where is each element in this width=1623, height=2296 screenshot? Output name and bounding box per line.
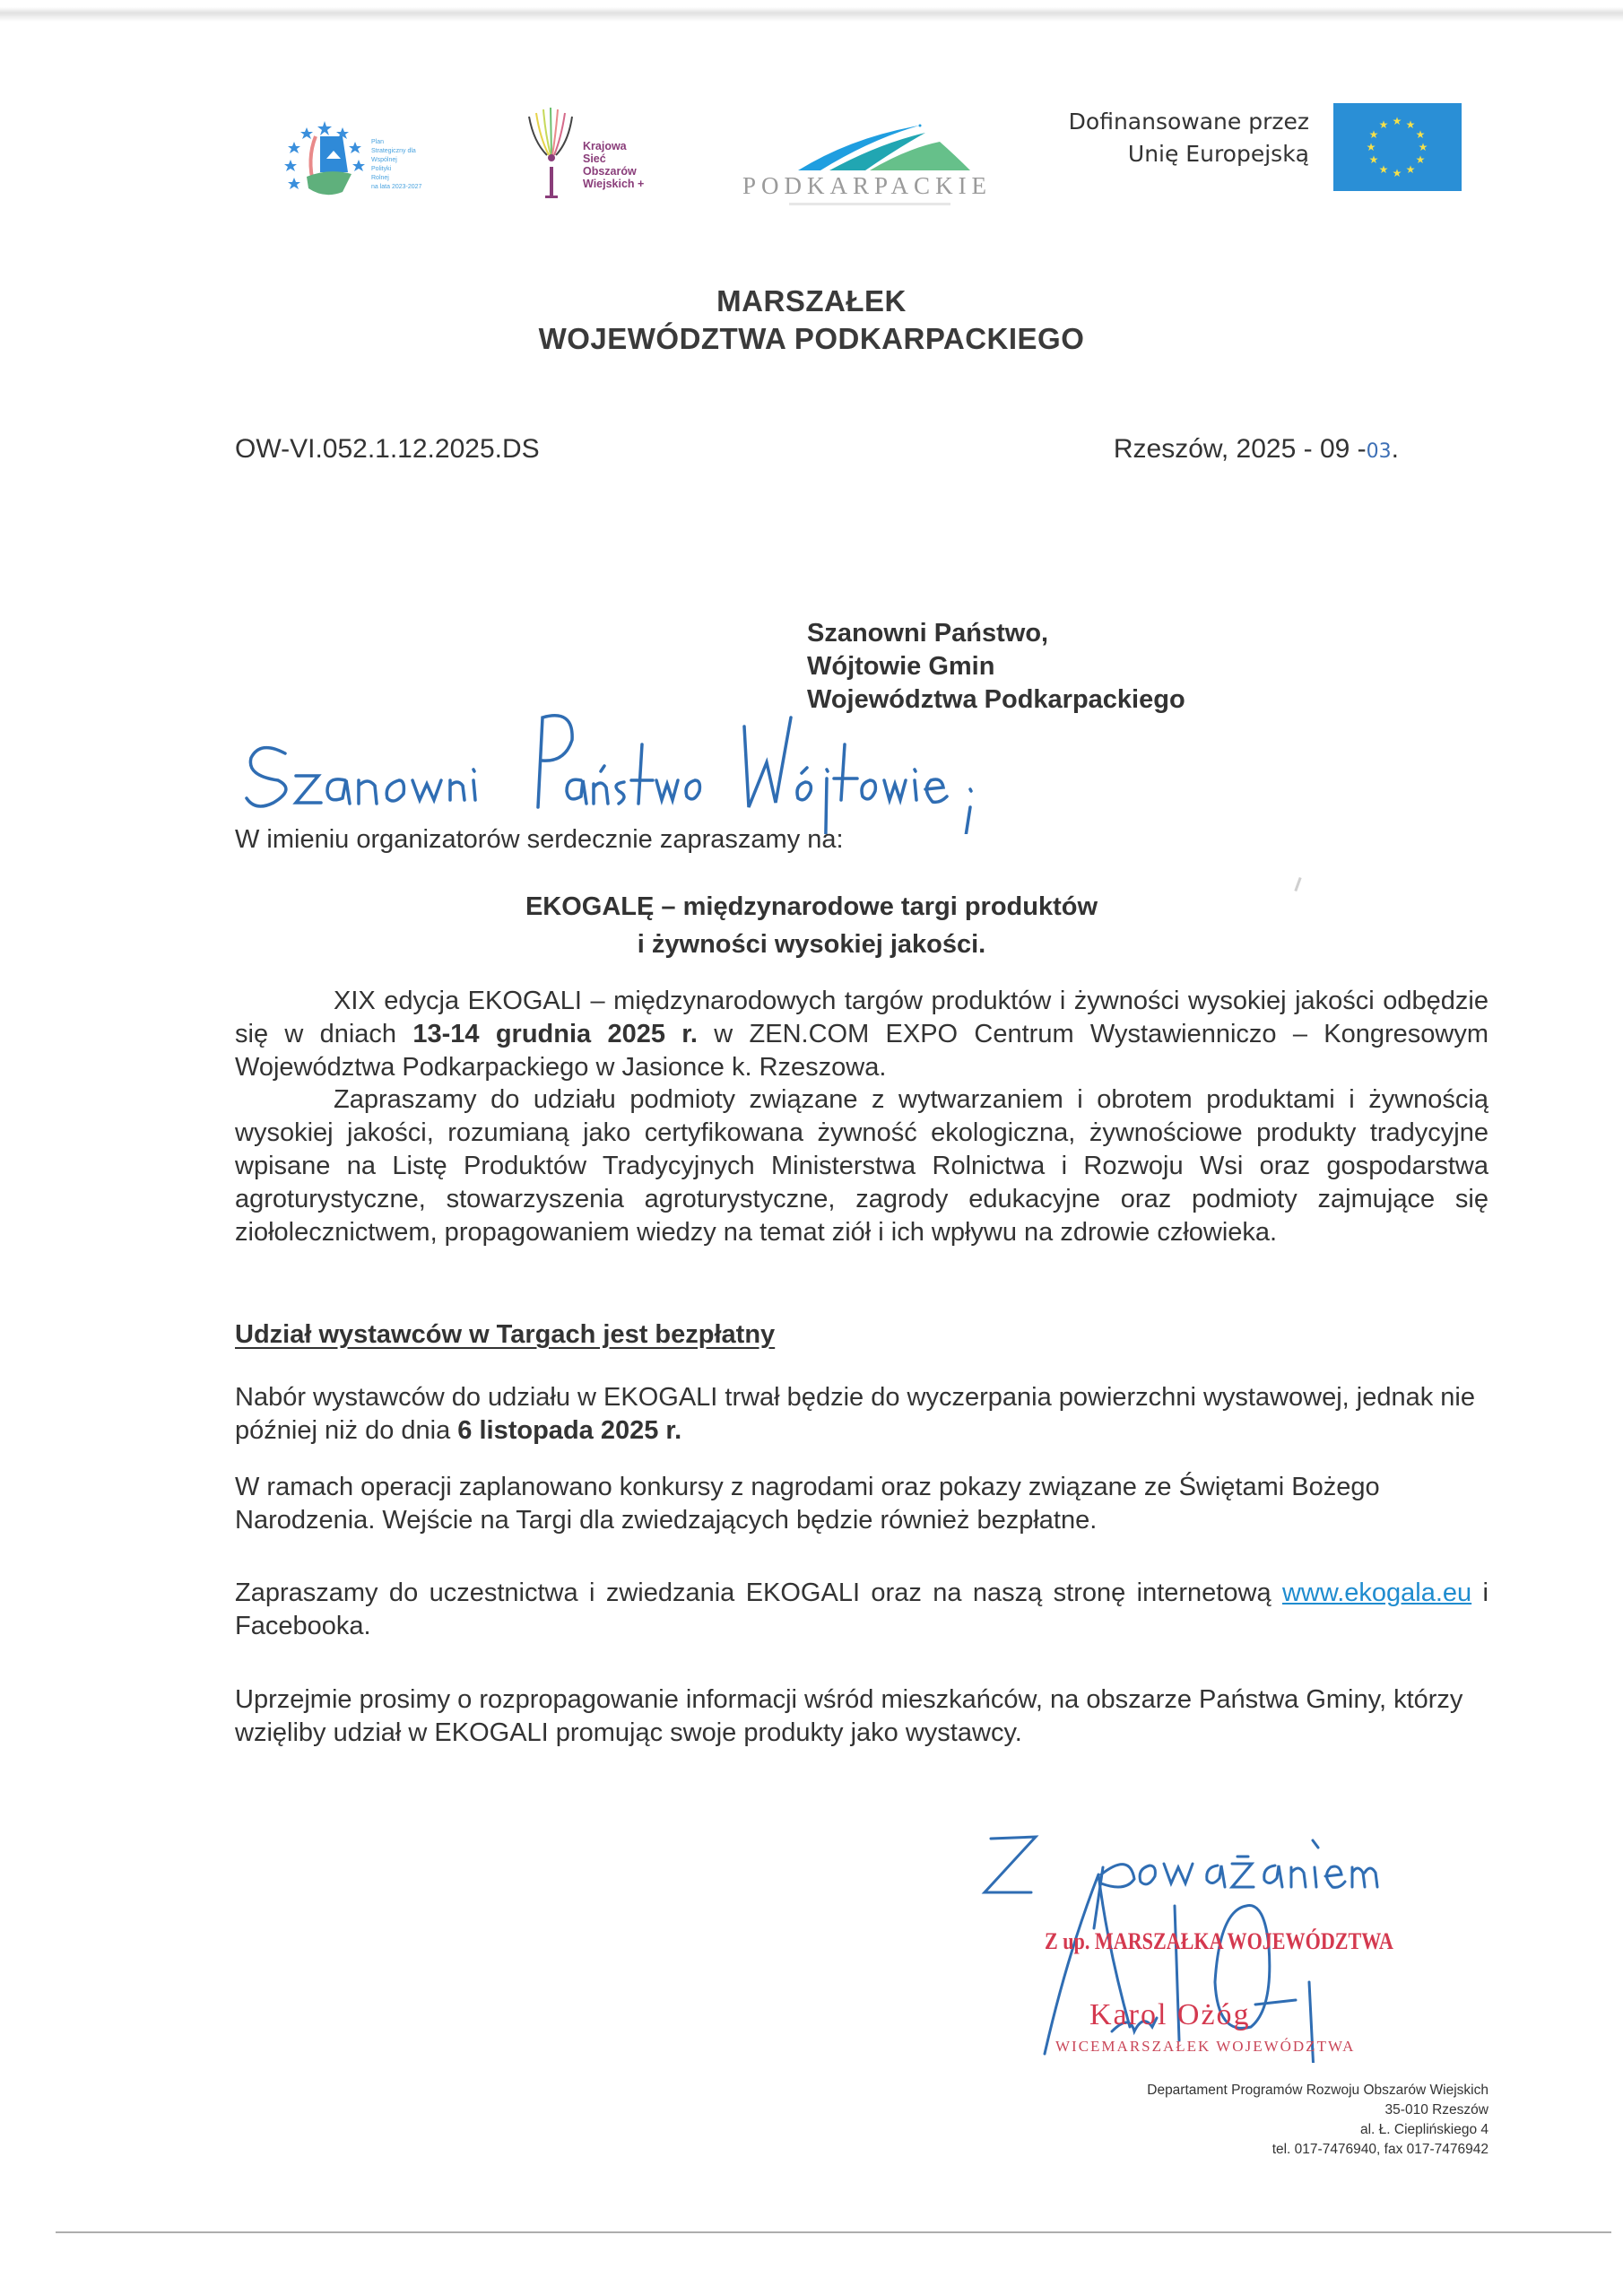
bottom-rule <box>56 2231 1611 2233</box>
event-title-line1: EKOGALĘ – międzynarodowe targi produktów <box>525 892 1098 921</box>
handwritten-day: 03 <box>1366 440 1392 463</box>
plan-strategiczny-text: Plan Strategiczny dla Wspólnej Polityki Rolnej na lata 2023-2027 <box>371 139 422 190</box>
footer-line: Departament Programów Rozwoju Obszarów Wiejskich <box>1147 2083 1488 2098</box>
paragraph-contests: W ramach operacji zaplanowano konkursy z nagrodami oraz pokazy związane ze Świętami Bożego Narodzenia. Wejście na Targi dla zwiedzających będzie również bezpłatne. <box>235 1473 1380 1535</box>
addressee-line: Szanowni Państwo, <box>807 619 1049 648</box>
paragraph-registration: Nabór wystawców do udziału w EKOGALI trwał będzie do wyczerpania powierzchni wystawowej, jednak nie później niż do dnia 6 listopada 2025 r. <box>235 1383 1475 1445</box>
ksow-logo <box>520 106 664 204</box>
paragraph-request: Uprzejmie prosimy o rozpropagowanie informacji wśród mieszkańców, na obszarze Państwa Gminy, którzy wzięliby udział w EKOGALI promując swoje produkty jako wystawcy. <box>235 1685 1463 1747</box>
svg-text:★: ★ <box>1378 163 1389 176</box>
signature-block <box>950 1803 1488 2063</box>
paragraph-event-details: XIX edycja EKOGALI – międzynarodowych targów produktów i żywności wysokiej jakości odbędzie się w dniach 13-14 grudnia 2025 r. w ZEN.COM EXPO Centrum Wystawienniczo – Kongresowym Województwa Podkarpackiego w Jasionce k. Rzeszowa. <box>235 987 1488 1082</box>
event-title-line2: i żywności wysokiej jakości. <box>637 930 986 959</box>
svg-text:★: ★ <box>1368 153 1379 166</box>
svg-text:★: ★ <box>1405 163 1416 176</box>
eu-funding-text <box>1069 106 1309 170</box>
eu-funding-line1: Dofinansowane przez <box>1068 109 1309 135</box>
reference-number: OW-VI.052.1.12.2025.DS <box>235 434 540 464</box>
plan-strategiczny-logo <box>280 118 459 199</box>
svg-text:★: ★ <box>1366 141 1376 153</box>
svg-text:★: ★ <box>1418 141 1428 153</box>
stamp-title: WICEMARSZAŁEK WOJEWÓDZTWA <box>1055 2038 1356 2055</box>
free-participation-heading: Udział wystawców w Targach jest bezpłatny <box>235 1320 776 1349</box>
podkarpackie-mountain-icon <box>735 115 1022 174</box>
registration-deadline: 6 listopada 2025 r. <box>457 1416 682 1445</box>
stamp-line1: Z up. MARSZAŁKA WOJEWÓDZTWA <box>1045 1928 1393 1954</box>
footer-line: 35-010 Rzeszów <box>1384 2102 1488 2118</box>
addressee-line: Wójtowie Gmin <box>807 652 995 681</box>
title-line2: WOJEWÓDZTWA PODKARPACKIEGO <box>538 322 1085 355</box>
eu-flag-icon <box>1333 103 1462 191</box>
footer-line: al. Ł. Cieplińskiego 4 <box>1359 2122 1488 2137</box>
paragraph-website: Zapraszamy do uczestnictwa i zwiedzania EKOGALI oraz na naszą stronę internetową www.ekogala.eu i Facebooka. <box>235 1578 1488 1640</box>
paragraph-participants: Zapraszamy do udziału podmioty związane z wytwarzaniem i obrotem produktami i żywnością wysokiej jakości, rozumianą jako certyfikowana żywność ekologiczna, żywnościowe produkty tradycyjne wpisane na Listę Produktów Tradycyjnych Ministerstwa Rolnictwa i Rozwoju Wsi oraz gospodarstwa agroturystyczne, stowarzyszenia agroturystyczne, zagrody edukacyjne oraz podmioty zajmujące się ziołolecznictwem, propagowaniem wiedzy na temat ziół i ich wpływu na zdrowie człowieka. <box>235 1085 1488 1247</box>
addressee-line: Województwa Podkarpackiego <box>807 685 1185 714</box>
svg-text:★: ★ <box>1378 118 1389 131</box>
svg-text:★: ★ <box>1392 167 1402 179</box>
podkarpackie-logo <box>735 115 1022 204</box>
intro-text: W imieniu organizatorów serdecznie zapraszamy na: <box>235 825 844 854</box>
eu-funding-line2: Unię Europejską <box>1127 141 1309 167</box>
stamp-name: Karol Ożóg <box>1089 1998 1251 2031</box>
handwritten-greeting <box>242 691 977 839</box>
event-dates: 13-14 grudnia 2025 r. <box>412 1020 698 1048</box>
department-footer <box>1147 2081 1488 2160</box>
footer-line: tel. 017-7476940, fax 017-7476942 <box>1271 2142 1488 2157</box>
ksow-text: Krajowa Sieć Obszarów Wiejskich + <box>583 140 645 190</box>
svg-text:★: ★ <box>1392 115 1402 127</box>
podkarpackie-wordmark: PODKARPACKIE <box>742 172 993 199</box>
svg-text:★: ★ <box>1405 118 1416 131</box>
handwritten-greeting-ink <box>242 691 977 834</box>
ekogala-website-link[interactable]: www.ekogala.eu <box>1281 1578 1472 1607</box>
podkarpackie-subtitle-faded <box>789 203 950 205</box>
svg-text:★: ★ <box>1415 128 1426 141</box>
scan-edge-shadow <box>0 7 1623 22</box>
svg-text:★: ★ <box>1415 153 1426 166</box>
svg-text:★: ★ <box>1368 128 1379 141</box>
ksow-emblem-icon <box>520 106 583 204</box>
title-line1: MARSZAŁEK <box>716 284 907 317</box>
event-title <box>0 888 1623 963</box>
place-date-prefix: Rzeszów, 2025 - 09 - <box>1113 434 1367 464</box>
plan-strategiczny-emblem-icon <box>280 118 369 199</box>
eu-stars-icon <box>1333 103 1462 191</box>
place-date: Rzeszów, 2025 - 09 -03. <box>1113 434 1399 464</box>
